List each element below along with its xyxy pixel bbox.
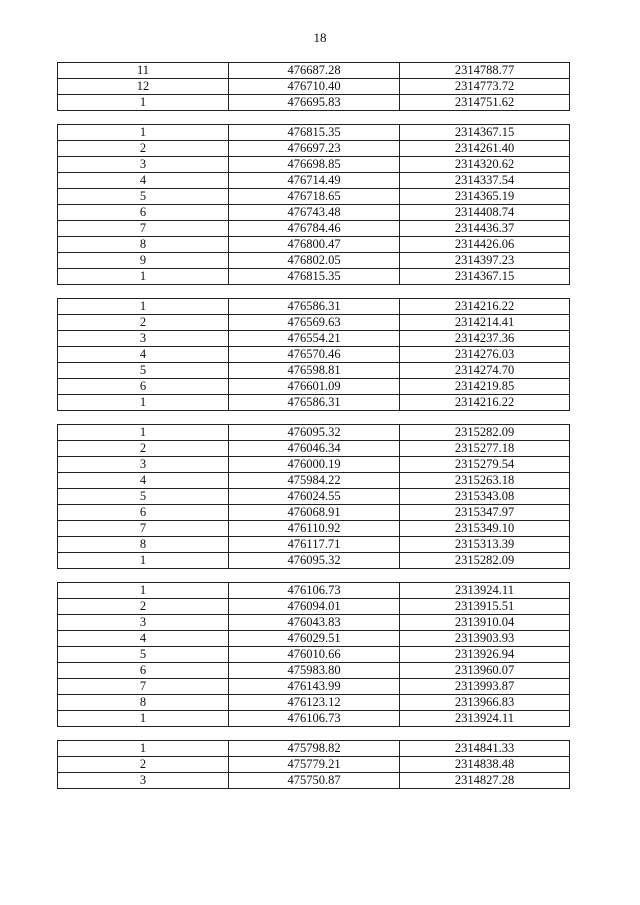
- point-number-cell: 4: [58, 473, 229, 489]
- point-number-cell: 4: [58, 631, 229, 647]
- point-number-cell: 6: [58, 379, 229, 395]
- coordinate-table: [57, 740, 570, 789]
- y-coordinate-cell: 2314274.70: [400, 363, 570, 379]
- table-row: [58, 221, 570, 237]
- x-coordinate-cell: 476029.51: [229, 631, 400, 647]
- y-coordinate-cell: 2315343.08: [400, 489, 570, 505]
- table-row: [58, 125, 570, 141]
- point-number-cell: 4: [58, 173, 229, 189]
- x-coordinate-cell: 476110.92: [229, 521, 400, 537]
- x-coordinate-cell: 475983.80: [229, 663, 400, 679]
- y-coordinate-cell: 2314276.03: [400, 347, 570, 363]
- table-row: [58, 505, 570, 521]
- point-number-cell: 2: [58, 441, 229, 457]
- y-coordinate-cell: 2315282.09: [400, 425, 570, 441]
- table-row: [58, 189, 570, 205]
- y-coordinate-cell: 2314841.33: [400, 741, 570, 757]
- y-coordinate-cell: 2313903.93: [400, 631, 570, 647]
- table-row: [58, 299, 570, 315]
- table-row: [58, 269, 570, 285]
- table-row: [58, 489, 570, 505]
- y-coordinate-cell: 2313926.94: [400, 647, 570, 663]
- table-row: [58, 79, 570, 95]
- point-number-cell: 6: [58, 505, 229, 521]
- x-coordinate-cell: 476718.65: [229, 189, 400, 205]
- x-coordinate-cell: 476698.85: [229, 157, 400, 173]
- point-number-cell: 7: [58, 221, 229, 237]
- x-coordinate-cell: 476815.35: [229, 125, 400, 141]
- table-row: [58, 205, 570, 221]
- table-row: [58, 173, 570, 189]
- x-coordinate-cell: 476024.55: [229, 489, 400, 505]
- table-row: [58, 379, 570, 395]
- y-coordinate-cell: 2314216.22: [400, 395, 570, 411]
- table-row: [58, 679, 570, 695]
- point-number-cell: 2: [58, 141, 229, 157]
- x-coordinate-cell: 476043.83: [229, 615, 400, 631]
- point-number-cell: 6: [58, 205, 229, 221]
- y-coordinate-cell: 2314773.72: [400, 79, 570, 95]
- y-coordinate-cell: 2314219.85: [400, 379, 570, 395]
- table-row: [58, 441, 570, 457]
- x-coordinate-cell: 476569.63: [229, 315, 400, 331]
- y-coordinate-cell: 2314367.15: [400, 125, 570, 141]
- table-row: [58, 583, 570, 599]
- x-coordinate-cell: 476815.35: [229, 269, 400, 285]
- table-row: [58, 315, 570, 331]
- x-coordinate-cell: 475779.21: [229, 757, 400, 773]
- point-number-cell: 4: [58, 347, 229, 363]
- table-row: [58, 473, 570, 489]
- x-coordinate-cell: 475750.87: [229, 773, 400, 789]
- point-number-cell: 7: [58, 521, 229, 537]
- x-coordinate-cell: 476743.48: [229, 205, 400, 221]
- y-coordinate-cell: 2313960.07: [400, 663, 570, 679]
- x-coordinate-cell: 476095.32: [229, 553, 400, 569]
- table-row: [58, 741, 570, 757]
- table-row: [58, 647, 570, 663]
- table-row: [58, 553, 570, 569]
- y-coordinate-cell: 2314216.22: [400, 299, 570, 315]
- x-coordinate-cell: 476687.28: [229, 63, 400, 79]
- y-coordinate-cell: 2314827.28: [400, 773, 570, 789]
- x-coordinate-cell: 475798.82: [229, 741, 400, 757]
- x-coordinate-cell: 476000.19: [229, 457, 400, 473]
- point-number-cell: 1: [58, 553, 229, 569]
- table-row: [58, 537, 570, 553]
- x-coordinate-cell: 476697.23: [229, 141, 400, 157]
- x-coordinate-cell: 476123.12: [229, 695, 400, 711]
- table-row: [58, 395, 570, 411]
- point-number-cell: 5: [58, 489, 229, 505]
- x-coordinate-cell: 476710.40: [229, 79, 400, 95]
- table-row: [58, 141, 570, 157]
- y-coordinate-cell: 2315349.10: [400, 521, 570, 537]
- table-row: [58, 631, 570, 647]
- table-row: [58, 363, 570, 379]
- y-coordinate-cell: 2315279.54: [400, 457, 570, 473]
- point-number-cell: 1: [58, 95, 229, 111]
- x-coordinate-cell: 476601.09: [229, 379, 400, 395]
- table-row: [58, 347, 570, 363]
- table-row: [58, 711, 570, 727]
- y-coordinate-cell: 2314261.40: [400, 141, 570, 157]
- table-row: [58, 457, 570, 473]
- table-row: [58, 521, 570, 537]
- point-number-cell: 5: [58, 363, 229, 379]
- table-row: [58, 157, 570, 173]
- point-number-cell: 3: [58, 773, 229, 789]
- x-coordinate-cell: 476094.01: [229, 599, 400, 615]
- y-coordinate-cell: 2313924.11: [400, 583, 570, 599]
- table-row: [58, 615, 570, 631]
- x-coordinate-cell: 476784.46: [229, 221, 400, 237]
- y-coordinate-cell: 2315313.39: [400, 537, 570, 553]
- table-row: [58, 95, 570, 111]
- point-number-cell: 7: [58, 679, 229, 695]
- x-coordinate-cell: 476800.47: [229, 237, 400, 253]
- x-coordinate-cell: 476095.32: [229, 425, 400, 441]
- x-coordinate-cell: 476117.71: [229, 537, 400, 553]
- x-coordinate-cell: 476586.31: [229, 395, 400, 411]
- x-coordinate-cell: 476554.21: [229, 331, 400, 347]
- x-coordinate-cell: 476802.05: [229, 253, 400, 269]
- x-coordinate-cell: 475984.22: [229, 473, 400, 489]
- x-coordinate-cell: 476586.31: [229, 299, 400, 315]
- y-coordinate-cell: 2314788.77: [400, 63, 570, 79]
- point-number-cell: 8: [58, 695, 229, 711]
- y-coordinate-cell: 2314367.15: [400, 269, 570, 285]
- y-coordinate-cell: 2315277.18: [400, 441, 570, 457]
- x-coordinate-cell: 476143.99: [229, 679, 400, 695]
- table-row: [58, 695, 570, 711]
- point-number-cell: 5: [58, 189, 229, 205]
- x-coordinate-cell: 476570.46: [229, 347, 400, 363]
- point-number-cell: 1: [58, 425, 229, 441]
- point-number-cell: 1: [58, 299, 229, 315]
- page-number: 18: [313, 30, 327, 45]
- point-number-cell: 1: [58, 711, 229, 727]
- y-coordinate-cell: 2313915.51: [400, 599, 570, 615]
- point-number-cell: 1: [58, 583, 229, 599]
- point-number-cell: 11: [58, 63, 229, 79]
- point-number-cell: 2: [58, 757, 229, 773]
- x-coordinate-cell: 476106.73: [229, 711, 400, 727]
- table-row: [58, 599, 570, 615]
- coordinate-tables: [57, 62, 570, 802]
- y-coordinate-cell: 2315263.18: [400, 473, 570, 489]
- point-number-cell: 1: [58, 395, 229, 411]
- table-row: [58, 63, 570, 79]
- x-coordinate-cell: 476106.73: [229, 583, 400, 599]
- point-number-cell: 2: [58, 599, 229, 615]
- y-coordinate-cell: 2314214.41: [400, 315, 570, 331]
- point-number-cell: 1: [58, 125, 229, 141]
- y-coordinate-cell: 2313910.04: [400, 615, 570, 631]
- x-coordinate-cell: 476010.66: [229, 647, 400, 663]
- table-row: [58, 331, 570, 347]
- x-coordinate-cell: 476068.91: [229, 505, 400, 521]
- x-coordinate-cell: 476046.34: [229, 441, 400, 457]
- coordinate-table: [57, 62, 570, 111]
- table-row: [58, 757, 570, 773]
- point-number-cell: 1: [58, 269, 229, 285]
- coordinate-table: [57, 124, 570, 285]
- x-coordinate-cell: 476695.83: [229, 95, 400, 111]
- point-number-cell: 12: [58, 79, 229, 95]
- point-number-cell: 3: [58, 457, 229, 473]
- coordinate-table: [57, 582, 570, 727]
- y-coordinate-cell: 2314237.36: [400, 331, 570, 347]
- y-coordinate-cell: 2314751.62: [400, 95, 570, 111]
- table-row: [58, 663, 570, 679]
- y-coordinate-cell: 2314397.23: [400, 253, 570, 269]
- x-coordinate-cell: 476714.49: [229, 173, 400, 189]
- point-number-cell: 8: [58, 237, 229, 253]
- coordinate-table: [57, 424, 570, 569]
- y-coordinate-cell: 2314426.06: [400, 237, 570, 253]
- y-coordinate-cell: 2314320.62: [400, 157, 570, 173]
- point-number-cell: 3: [58, 615, 229, 631]
- y-coordinate-cell: 2314365.19: [400, 189, 570, 205]
- table-row: [58, 253, 570, 269]
- table-row: [58, 237, 570, 253]
- coordinate-table: [57, 298, 570, 411]
- point-number-cell: 9: [58, 253, 229, 269]
- table-row: [58, 425, 570, 441]
- y-coordinate-cell: 2315347.97: [400, 505, 570, 521]
- y-coordinate-cell: 2314337.54: [400, 173, 570, 189]
- point-number-cell: 3: [58, 157, 229, 173]
- point-number-cell: 8: [58, 537, 229, 553]
- table-row: [58, 773, 570, 789]
- y-coordinate-cell: 2313924.11: [400, 711, 570, 727]
- point-number-cell: 2: [58, 315, 229, 331]
- y-coordinate-cell: 2314436.37: [400, 221, 570, 237]
- y-coordinate-cell: 2315282.09: [400, 553, 570, 569]
- point-number-cell: 3: [58, 331, 229, 347]
- x-coordinate-cell: 476598.81: [229, 363, 400, 379]
- y-coordinate-cell: 2314838.48: [400, 757, 570, 773]
- point-number-cell: 1: [58, 741, 229, 757]
- y-coordinate-cell: 2314408.74: [400, 205, 570, 221]
- point-number-cell: 5: [58, 647, 229, 663]
- point-number-cell: 6: [58, 663, 229, 679]
- y-coordinate-cell: 2313966.83: [400, 695, 570, 711]
- y-coordinate-cell: 2313993.87: [400, 679, 570, 695]
